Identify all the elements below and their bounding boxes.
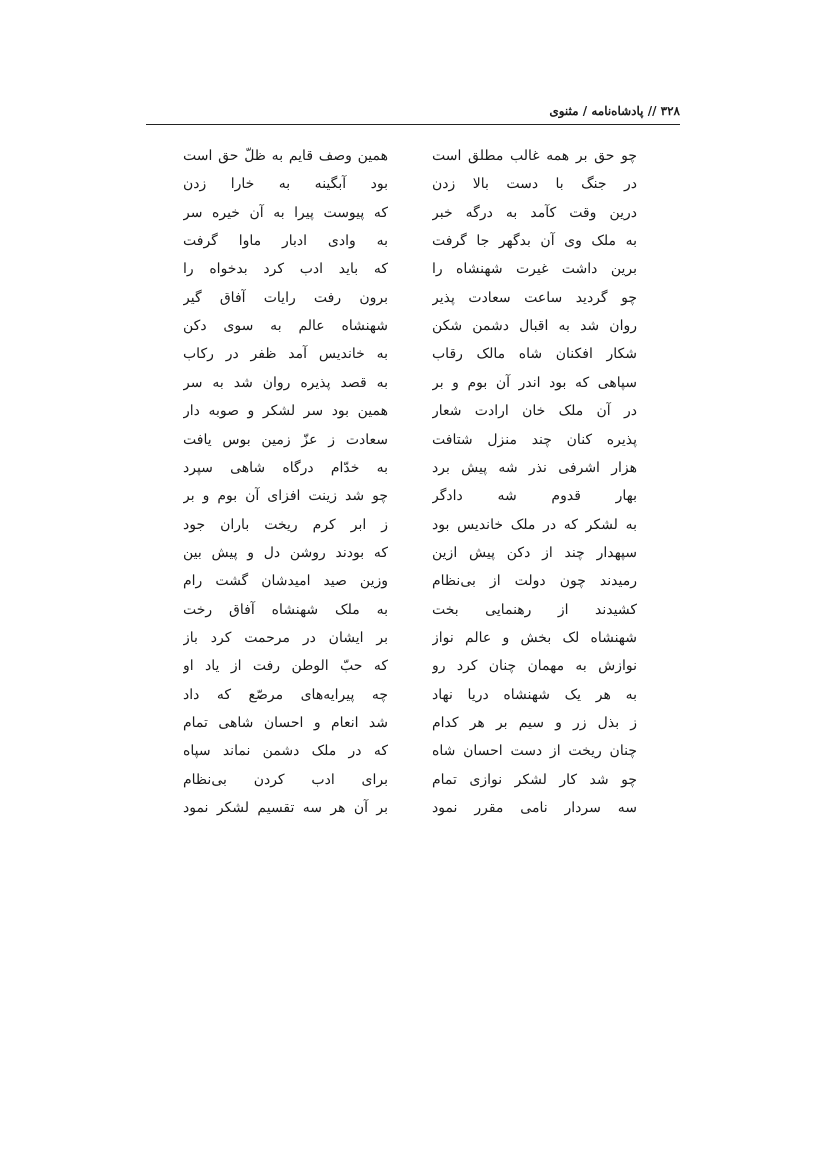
couplet xyxy=(0,567,826,595)
couplet xyxy=(0,766,826,794)
running-header: ۳۲۸ // پادشاه‌نامه / مثنوی xyxy=(549,104,680,118)
couplet xyxy=(0,170,826,198)
hemistich-first: به لشکر که در ملک خاندیس بود xyxy=(432,516,637,533)
couplet xyxy=(0,596,826,624)
couplet xyxy=(0,539,826,567)
hemistich-second: همین بود سر لشکر و صوبه دار xyxy=(183,403,388,420)
hemistich-second: همین وصف قایم به ظلّ حق است xyxy=(183,148,388,164)
hemistich-first: چو حق بر همه غالب مطلق است xyxy=(432,148,637,164)
couplet xyxy=(0,255,826,283)
hemistich-first: سپهدار چند از دکن پیش ازین xyxy=(432,544,637,561)
hemistich-second: چه پیرایه‌های مرصّع که داد xyxy=(183,686,388,703)
hemistich-second: که در ملک دشمن نماند سپاه xyxy=(183,743,388,760)
couplet xyxy=(0,624,826,652)
hemistich-second: برای ادب کردن بی‌نظام xyxy=(183,771,388,788)
hemistich-first: به ملک وی آن بدگهر جا گرفت xyxy=(432,233,637,250)
couplet xyxy=(0,340,826,368)
hemistich-first: پذیره کنان چند منزل شتافت xyxy=(432,431,637,448)
hemistich-second: چو شد زینت افزای آن بوم و بر xyxy=(183,488,388,505)
couplet xyxy=(0,284,826,312)
hemistich-second: که حبّ الوطن رفت از یاد او xyxy=(183,658,388,675)
hemistich-second: به قصد پذیره روان شد به سر xyxy=(183,374,388,391)
hemistich-first: رمیدند چون دولت از بی‌نظام xyxy=(432,573,637,590)
hemistich-first: در آن ملک خان ارادت شعار xyxy=(432,403,637,420)
hemistich-second: که بودند روشن دل و پیش بین xyxy=(183,544,388,561)
couplet xyxy=(0,397,826,425)
hemistich-first: کشیدند از رهنمایی بخت xyxy=(432,601,637,618)
couplet xyxy=(0,482,826,510)
couplet xyxy=(0,199,826,227)
hemistich-first: چو شد کار لشکر نوازی تمام xyxy=(432,771,637,788)
couplet xyxy=(0,511,826,539)
couplet xyxy=(0,794,826,822)
couplet xyxy=(0,227,826,255)
hemistich-first: شهنشاه لک بخش و عالم نواز xyxy=(432,629,637,646)
hemistich-first: ز بذل زر و سیم بر هر کدام xyxy=(432,715,637,731)
couplet xyxy=(0,709,826,737)
hemistich-first: در جنگ با دست بالا زدن xyxy=(432,176,637,193)
couplet xyxy=(0,142,826,170)
hemistich-second: به وادی ادبار ماوا گرفت xyxy=(183,233,388,250)
couplet xyxy=(0,652,826,680)
hemistich-second: بر آن هر سه تقسیم لشکر نمود xyxy=(183,800,388,817)
hemistich-first: سه سردار نامی مقرر نمود xyxy=(432,800,637,817)
couplet xyxy=(0,681,826,709)
hemistich-first: چنان ریخت از دست احسان شاه xyxy=(432,743,637,760)
couplet xyxy=(0,312,826,340)
hemistich-first: درین وقت کآمد به درگه خبر xyxy=(432,204,637,221)
hemistich-first: روان شد به اقبال دشمن شکن xyxy=(432,318,637,335)
couplet xyxy=(0,737,826,765)
hemistich-first: چو گردید ساعت سعادت پذیر xyxy=(432,289,637,306)
hemistich-first: شکار افکنان شاه مالک رقاب xyxy=(432,346,637,363)
hemistich-second: وزین صید امیدشان گشت رام xyxy=(183,573,388,590)
hemistich-second: به خاندیس آمد ظفر در رکاب xyxy=(183,346,388,363)
hemistich-second: به ملک شهنشاه آفاق رخت xyxy=(183,601,388,618)
hemistich-first: نوازش به مهمان چنان کرد رو xyxy=(432,658,637,675)
hemistich-second: برون رفت رایات آفاق گیر xyxy=(183,289,388,306)
couplet xyxy=(0,454,826,482)
hemistich-second: شد انعام و احسان شاهی تمام xyxy=(183,715,388,731)
hemistich-second: به خدّام درگاه شاهی سپرد xyxy=(183,459,388,476)
hemistich-first: بهار قدوم شه دادگر xyxy=(432,488,637,505)
hemistich-first: سپاهی که بود اندر آن بوم و بر xyxy=(432,374,637,391)
hemistich-second: بر ایشان در مرحمت کرد باز xyxy=(183,629,388,646)
hemistich-second: شهنشاه عالم به سوی دکن xyxy=(183,318,388,335)
hemistich-second: سعادت ز عزّ زمین بوس یافت xyxy=(183,431,388,448)
hemistich-first: به هر یک شهنشاه دریا نهاد xyxy=(432,686,637,703)
hemistich-second: که پیوست پیرا به آن خیره سر xyxy=(183,204,388,221)
hemistich-first: هزار اشرفی نذر شه پیش برد xyxy=(432,459,637,476)
hemistich-second: که باید ادب کرد بدخواه را xyxy=(183,261,388,278)
hemistich-first: برین داشت غیرت شهنشاه را xyxy=(432,261,637,278)
couplet xyxy=(0,369,826,397)
header-divider xyxy=(146,124,680,125)
hemistich-second: بود آبگینه به خارا زدن xyxy=(183,176,388,193)
couplet xyxy=(0,426,826,454)
hemistich-second: ز ابر کرم ریخت باران جود xyxy=(183,516,388,533)
